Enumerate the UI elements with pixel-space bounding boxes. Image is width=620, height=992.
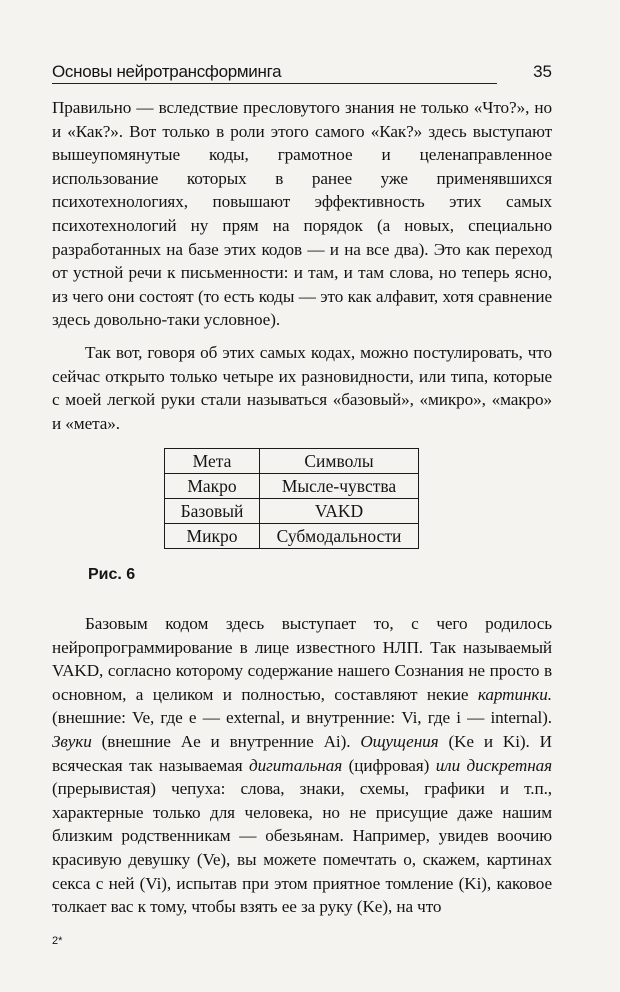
header-rule [52, 83, 497, 84]
paragraph-3-text: Базовым кодом здесь выступает то, с чего родилось нейропрограммирование в лице известного НЛП. Так называемый VAKD, согласно которому содержание нашего Сознания не просто в основном, а целиком и полностью, составляют некие [52, 614, 552, 704]
table-row [165, 499, 419, 524]
table-cell-code: Символы [260, 449, 419, 474]
paragraph-1: Правильно — вследствие пресловутого знания не только «Что?», но и «Как?». Вот только в роли этого самого «Как?» здесь выступают вышеупомянутые коды, грамотное и целенаправленное использование которых в ранее уже применявшихся психотехнологиях, повышают эффективность этих самых психотехнологий ну прям на порядок (а новых, специально разработанных на базе этих кодов — и на все два). Это как переход от устной речи к письменности: и там, и там слова, но теперь ясно, из чего они состоят (то есть коды — это как алфавит, хотя сравнение здесь довольно-таки условное). [52, 98, 552, 330]
table-row [165, 524, 419, 549]
paragraph-3-text: (внешние Ae и внутренние Ai). [91, 731, 361, 751]
table-cell-level: Микро [165, 524, 260, 549]
table-cell-code: Мысле-чувства [260, 474, 419, 499]
running-header-title: Основы нейротрансформинга [52, 62, 282, 81]
signature-mark: 2* [52, 935, 63, 947]
paragraph-2: Так вот, говоря об этих самых кодах, можно постулировать, что сейчас открыто только четыре их разновидности, или типа, которые с моей легкой руки стали называться «базовый», «микро», «макро» и «мета». [52, 343, 552, 433]
table-cell-level: Макро [165, 474, 260, 499]
paragraph-3-text: (Ke и Ki). И всяческая так называемая [52, 731, 552, 775]
table-row [165, 474, 419, 499]
table-cell-level: Мета [165, 449, 260, 474]
page-number: 35 [533, 62, 552, 81]
paragraph-3-text: (внешние: Ve, где e — external, и внутренние: Vi, где i — internal). [52, 708, 552, 728]
paragraph-3-emphasis: Ощущения [360, 731, 439, 751]
paragraph-3-emphasis: или дискретная [435, 755, 553, 775]
table-cell-code: VAKD [260, 499, 419, 524]
table-row [165, 449, 419, 474]
table-cell-code: Субмодальности [260, 524, 419, 549]
paragraph-3 [52, 612, 552, 919]
paragraph-3-text: (цифровая) [342, 755, 436, 775]
paragraph-3-emphasis: картинки. [477, 684, 552, 704]
paragraph-3-emphasis: дигитальная [249, 755, 343, 775]
paragraph-3-emphasis: Звуки [52, 731, 92, 751]
paragraph-3-text: (прерывистая) чепуха: слова, знаки, схемы, графики и т.п., характерные только для человека, но не присущие даже нашим близким родственникам — обезьянам. Например, увидев воочию красивую девушку (Ve), вы можете помечтать о, скажем, картинах секса с ней (Vi), испытав при этом приятное томление (Ki), каковое толкает вас к тому, чтобы взять ее за руку (Ke), на что [52, 779, 552, 917]
running-header [52, 62, 552, 88]
figure-caption: Рис. 6 [88, 566, 136, 583]
table-cell-level: Базовый [165, 499, 260, 524]
code-types-table [164, 448, 419, 549]
